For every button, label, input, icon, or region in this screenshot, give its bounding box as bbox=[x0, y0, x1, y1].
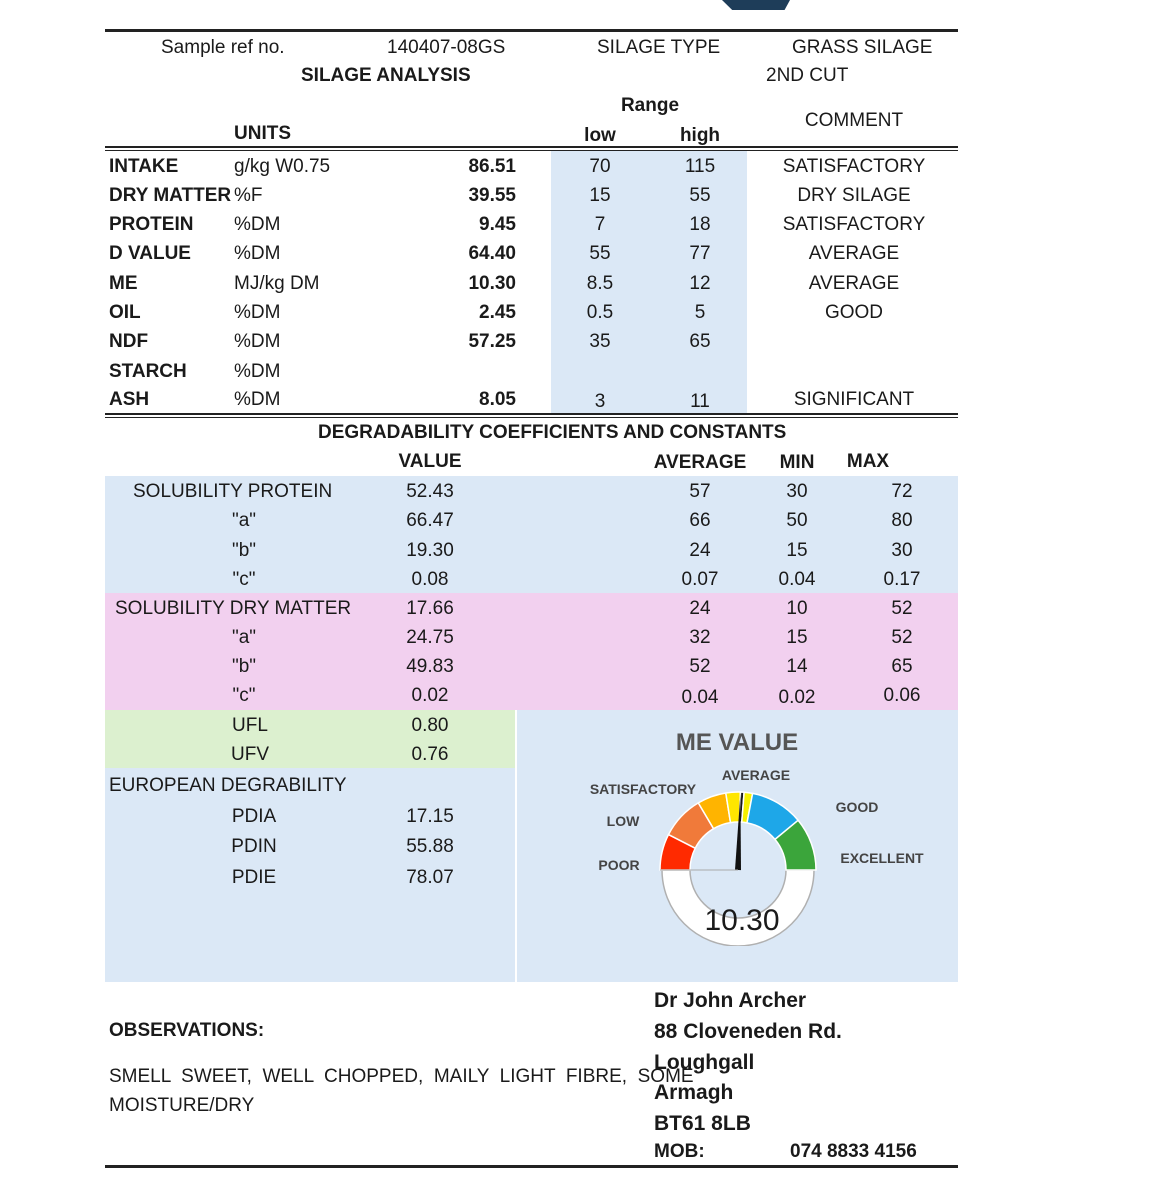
row-value: 17.66 bbox=[406, 598, 454, 619]
row-name: "b" bbox=[231, 656, 257, 677]
max-label: MAX bbox=[846, 451, 890, 472]
header-rule-2 bbox=[105, 150, 958, 151]
row-comment: SATISFACTORY bbox=[782, 214, 926, 235]
row-name: SOLUBILITY DRY MATTER bbox=[115, 598, 352, 619]
row-average: 0.04 bbox=[681, 687, 719, 708]
row-name: "c" bbox=[232, 569, 256, 590]
row-max: 0.06 bbox=[883, 685, 921, 706]
silage-type-sub: 2ND CUT bbox=[766, 65, 849, 86]
row-average: 66 bbox=[689, 510, 711, 531]
row-min: 50 bbox=[786, 510, 808, 531]
row-value: 57.25 bbox=[468, 331, 516, 352]
range-label: Range bbox=[620, 95, 680, 116]
row-unit: %DM bbox=[234, 243, 281, 264]
observations-line2: MOISTURE/DRY bbox=[109, 1095, 255, 1116]
row-high: 77 bbox=[689, 243, 711, 264]
row-comment: AVERAGE bbox=[808, 243, 900, 264]
row-comment: GOOD bbox=[824, 302, 884, 323]
row-min: 10 bbox=[786, 598, 808, 619]
row-max: 65 bbox=[891, 656, 913, 677]
row-average: 24 bbox=[689, 540, 711, 561]
row-min: 30 bbox=[786, 481, 808, 502]
row-average: 0.07 bbox=[681, 569, 719, 590]
min-label: MIN bbox=[779, 452, 815, 473]
comment-label: COMMENT bbox=[804, 110, 904, 131]
row-value: 52.43 bbox=[406, 481, 454, 502]
row-name: PROTEIN bbox=[109, 214, 194, 235]
row-name: "a" bbox=[231, 627, 257, 648]
uf-band bbox=[105, 710, 515, 768]
range-column-band bbox=[551, 151, 747, 413]
pdie-label: PDIE bbox=[231, 867, 277, 888]
pdin-label: PDIN bbox=[231, 836, 277, 857]
row-value: 9.45 bbox=[479, 214, 516, 235]
units-label: UNITS bbox=[234, 123, 291, 144]
pdin-value: 55.88 bbox=[406, 836, 454, 857]
row-min: 0.02 bbox=[778, 687, 816, 708]
row-max: 52 bbox=[891, 627, 913, 648]
row-comment: SIGNIFICANT bbox=[793, 389, 915, 410]
row-name: OIL bbox=[109, 302, 141, 323]
gauge-label-poor: POOR bbox=[598, 857, 640, 873]
row-min: 0.04 bbox=[778, 569, 816, 590]
bottom-rule bbox=[105, 1165, 958, 1168]
row-comment: DRY SILAGE bbox=[797, 185, 911, 206]
row-value: 49.83 bbox=[406, 656, 454, 677]
sample-ref-label: Sample ref no. bbox=[161, 37, 285, 58]
row-value: 24.75 bbox=[406, 627, 454, 648]
analysis-title: SILAGE ANALYSIS bbox=[301, 65, 471, 86]
row-low: 8.5 bbox=[586, 273, 614, 294]
pdie-value: 78.07 bbox=[406, 867, 454, 888]
value-label: VALUE bbox=[398, 451, 462, 472]
row-unit: %DM bbox=[234, 331, 281, 352]
row-low: 35 bbox=[589, 331, 611, 352]
row-low: 70 bbox=[589, 156, 611, 177]
high-label: high bbox=[679, 125, 721, 146]
gauge-label-excellent: EXCELLENT bbox=[840, 850, 924, 866]
analysis-bottom-rule-2 bbox=[105, 417, 958, 418]
row-comment: AVERAGE bbox=[808, 273, 900, 294]
header-rule bbox=[105, 146, 958, 148]
row-low: 15 bbox=[589, 185, 611, 206]
row-value: 0.02 bbox=[411, 685, 449, 706]
row-average: 57 bbox=[689, 481, 711, 502]
row-unit: %DM bbox=[234, 214, 281, 235]
top-rule bbox=[105, 29, 958, 32]
contact-postcode: BT61 8LB bbox=[654, 1112, 751, 1135]
observations-line1: SMELL SWEET, WELL CHOPPED, MAILY LIGHT FIBRE, SOME bbox=[109, 1066, 694, 1087]
row-value: 0.08 bbox=[411, 569, 449, 590]
row-high: 12 bbox=[689, 273, 711, 294]
row-max: 30 bbox=[891, 540, 913, 561]
row-unit: g/kg W0.75 bbox=[234, 156, 331, 177]
gauge-label-average: AVERAGE bbox=[721, 767, 791, 783]
row-max: 72 bbox=[891, 481, 913, 502]
row-comment: SATISFACTORY bbox=[782, 156, 926, 177]
row-min: 15 bbox=[786, 627, 808, 648]
ufl-label: UFL bbox=[232, 715, 268, 736]
row-unit: %DM bbox=[234, 389, 281, 410]
row-average: 32 bbox=[689, 627, 711, 648]
row-name: ASH bbox=[109, 389, 150, 410]
row-high: 115 bbox=[684, 156, 716, 177]
row-average: 52 bbox=[689, 656, 711, 677]
row-high: 55 bbox=[689, 185, 711, 206]
row-average: 24 bbox=[689, 598, 711, 619]
row-low: 0.5 bbox=[586, 302, 614, 323]
european-title: EUROPEAN DEGRABILITY bbox=[109, 775, 347, 796]
row-value: 8.05 bbox=[479, 389, 516, 410]
logo-fragment bbox=[722, 0, 790, 10]
degradability-title: DEGRADABILITY COEFFICIENTS AND CONSTANTS bbox=[318, 422, 787, 443]
row-value: 10.30 bbox=[468, 273, 516, 294]
gauge-title: ME VALUE bbox=[675, 729, 799, 756]
contact-address2: Loughgall bbox=[654, 1051, 755, 1074]
gauge-value: 10.30 bbox=[704, 904, 780, 937]
observations-label: OBSERVATIONS: bbox=[109, 1020, 265, 1041]
row-max: 80 bbox=[891, 510, 913, 531]
row-name: D VALUE bbox=[109, 243, 191, 264]
sample-ref-value: 140407-08GS bbox=[387, 37, 506, 58]
silage-type-value: GRASS SILAGE bbox=[792, 37, 933, 58]
row-unit: %F bbox=[234, 185, 263, 206]
row-max: 52 bbox=[891, 598, 913, 619]
row-name: NDF bbox=[109, 331, 149, 352]
row-high: 5 bbox=[694, 302, 706, 323]
row-value: 19.30 bbox=[406, 540, 454, 561]
pdia-value: 17.15 bbox=[406, 806, 454, 827]
row-high: 65 bbox=[689, 331, 711, 352]
contact-address3: Armagh bbox=[654, 1081, 734, 1104]
row-name: "a" bbox=[231, 510, 257, 531]
row-max: 0.17 bbox=[883, 569, 921, 590]
row-value: 39.55 bbox=[468, 185, 516, 206]
gauge-label-good: GOOD bbox=[835, 799, 879, 815]
contact-name: Dr John Archer bbox=[654, 989, 807, 1012]
silage-type-label: SILAGE TYPE bbox=[597, 37, 721, 58]
row-name: INTAKE bbox=[109, 156, 179, 177]
row-value: 64.40 bbox=[468, 243, 516, 264]
row-name: DRY MATTER bbox=[109, 185, 232, 206]
pdia-label: PDIA bbox=[231, 806, 277, 827]
low-label: low bbox=[584, 125, 616, 146]
row-min: 14 bbox=[786, 656, 808, 677]
gauge-label-low: LOW bbox=[606, 813, 640, 829]
row-min: 15 bbox=[786, 540, 808, 561]
contact-mob-label: MOB: bbox=[654, 1141, 705, 1162]
row-value: 86.51 bbox=[468, 156, 516, 177]
row-name: "c" bbox=[232, 685, 256, 706]
ufl-value: 0.80 bbox=[411, 715, 449, 736]
contact-address1: 88 Cloveneden Rd. bbox=[654, 1020, 842, 1043]
row-high: 18 bbox=[689, 214, 711, 235]
row-value: 2.45 bbox=[479, 302, 516, 323]
row-value: 66.47 bbox=[406, 510, 454, 531]
row-high: 11 bbox=[690, 391, 710, 412]
average-label: AVERAGE bbox=[653, 452, 747, 473]
row-name: SOLUBILITY PROTEIN bbox=[133, 481, 333, 502]
row-unit: MJ/kg DM bbox=[234, 273, 320, 294]
row-unit: %DM bbox=[234, 302, 281, 323]
analysis-bottom-rule bbox=[105, 413, 958, 415]
gauge-label-satisfactory: SATISFACTORY bbox=[589, 781, 697, 797]
row-name: STARCH bbox=[109, 361, 187, 382]
row-name: "b" bbox=[231, 540, 257, 561]
row-low: 3 bbox=[594, 391, 606, 412]
row-low: 55 bbox=[589, 243, 611, 264]
ufv-label: UFV bbox=[231, 744, 269, 765]
row-name: ME bbox=[109, 273, 138, 294]
contact-mob-value: 074 8833 4156 bbox=[790, 1141, 917, 1162]
row-low: 7 bbox=[594, 214, 606, 235]
row-unit: %DM bbox=[234, 361, 281, 382]
ufv-value: 0.76 bbox=[411, 744, 449, 765]
